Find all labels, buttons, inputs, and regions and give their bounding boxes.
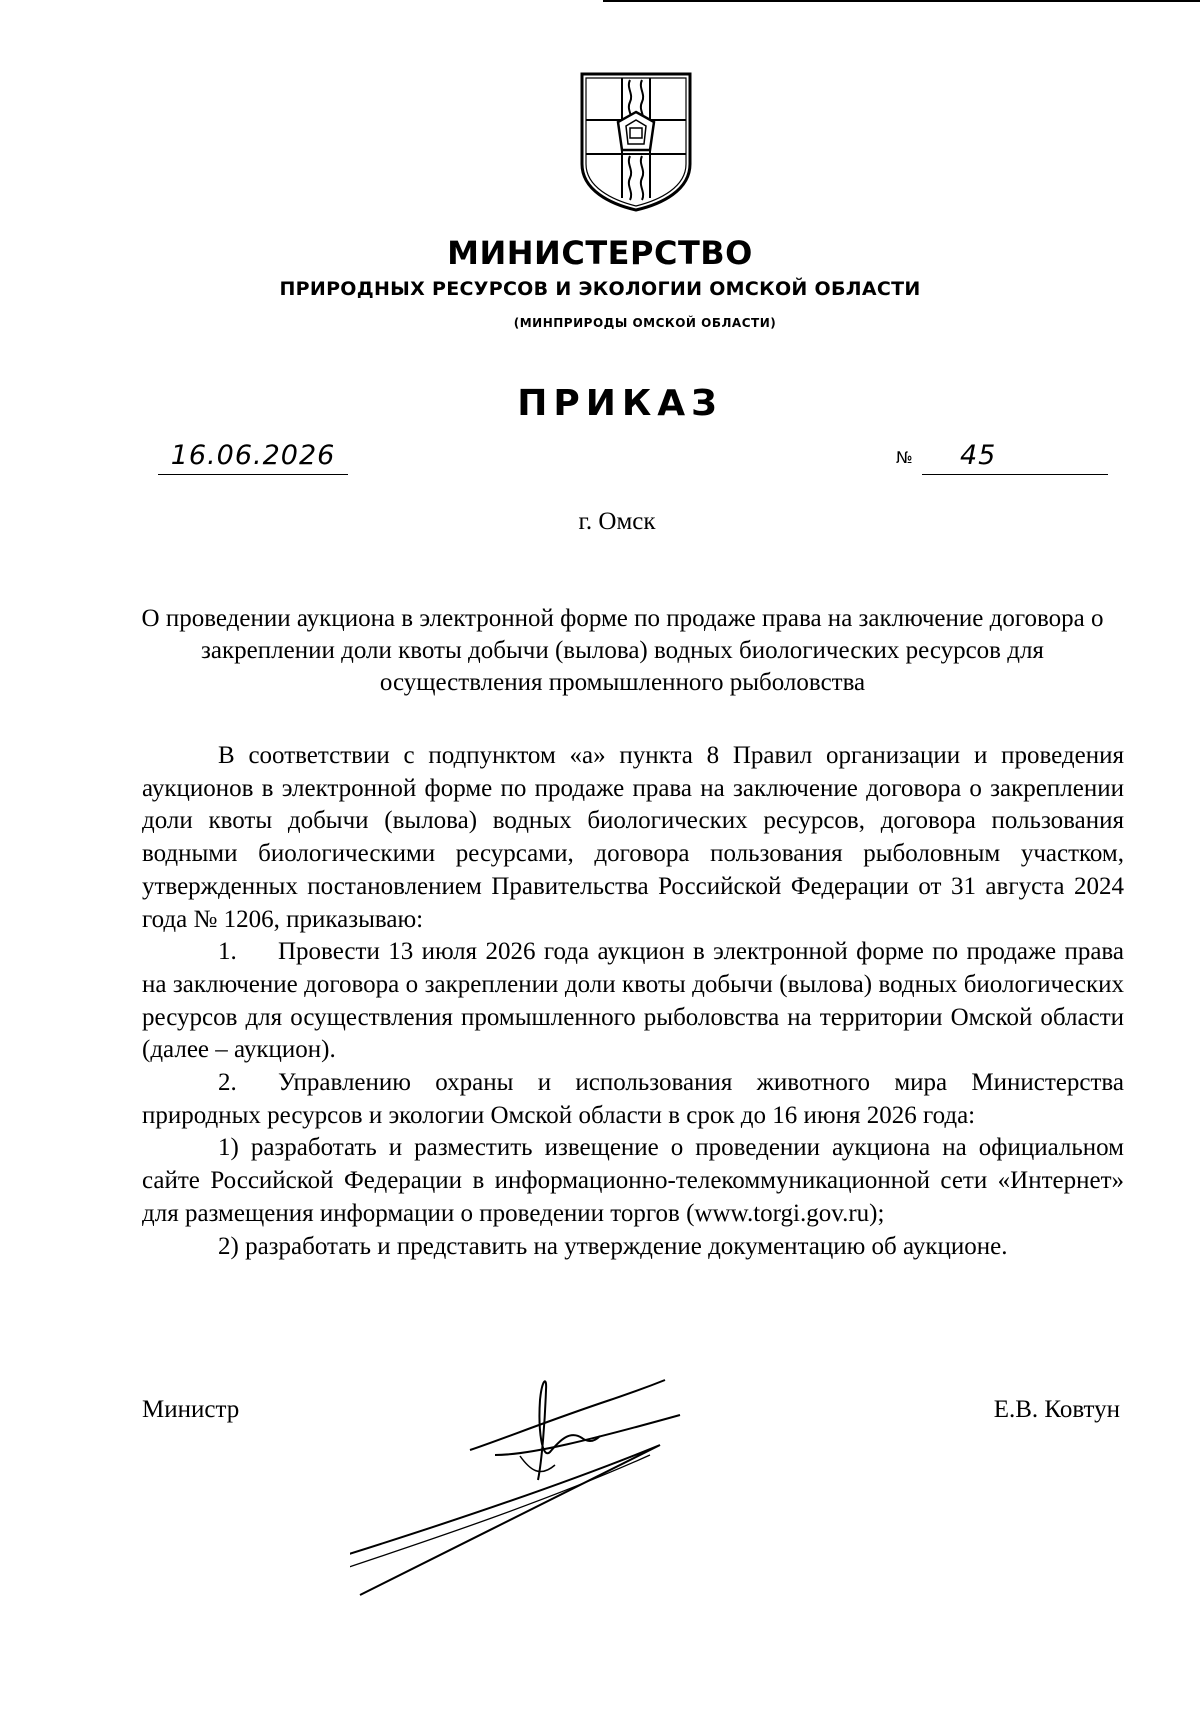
order-number-sign: № [896,448,913,467]
signatory-title: Министр [142,1396,240,1423]
order-number: 45 [960,440,997,471]
order-city: г. Омск [578,508,656,535]
order-item-label: 2. [218,1069,237,1097]
order-preamble: В соответствии с подпунктом «а» пункта 8 Правил организации и проведения аукционов в электронной форме по продаже права на заключение договора о закреплении доли квоты добычи (вылова) водных биологических ресурсов, договора пользования водными биологическими ресурсами, договора пользования рыболовным участком, утвержденных постановлением Правительства Российской Федерации от 31 августа 2024 года № 1206, приказываю: [142,742,1124,933]
order-item-text: Провести 13 июля 2026 года аукцион в электронной форме по продаже права на заключение договора о закреплении доли квоты добычи (вылова) водных биологических ресурсов для осуществления промышленного рыболовства на территории Омской области (далее – аукцион). [142,938,1124,1064]
order-subitem-2: 2) разработать и представить на утверждение документацию об аукционе. [218,1232,1008,1260]
order-date: 16.06.2026 [158,438,348,475]
order-item-1 [142,936,1124,1067]
order-item-text: Управлению охраны и использования животного мира Министерства природных ресурсов и экологии Омской области в срок до 16 июня 2026 года: [142,1069,1124,1129]
signatory-name: Е.В. Ковтун [993,1396,1120,1423]
ministry-name: МИНИСТЕРСТВО [447,234,753,272]
order-item-2 [142,1067,1124,1132]
order-title: ПРИКАЗ [517,383,723,424]
order-body [142,740,1124,1263]
order-subitem-1: 1) разработать и разместить извещение о проведении аукциона на официальном сайте Российской Федерации в информационно-телекоммуникационной сети «Интернет» для размещения информации о проведении торгов (www.torgi.gov.ru); [142,1134,1124,1227]
order-number-field [922,438,1108,475]
handwritten-signature-icon [350,1360,770,1610]
ministry-full-name: ПРИРОДНЫХ РЕСУРСОВ И ЭКОЛОГИИ ОМСКОЙ ОБЛАСТИ [279,278,921,300]
coat-of-arms-icon [578,72,694,212]
ministry-short-name: (МИНПРИРОДЫ ОМСКОЙ ОБЛАСТИ) [513,316,777,330]
order-item-label: 1. [218,938,237,966]
top-divider [603,0,1200,2]
order-subject: О проведении аукциона в электронной форме по продаже права на заключение договора о закреплении доли квоты добычи (вылова) водных биологических ресурсов для осуществления промышленного рыболовства [141,605,1104,696]
